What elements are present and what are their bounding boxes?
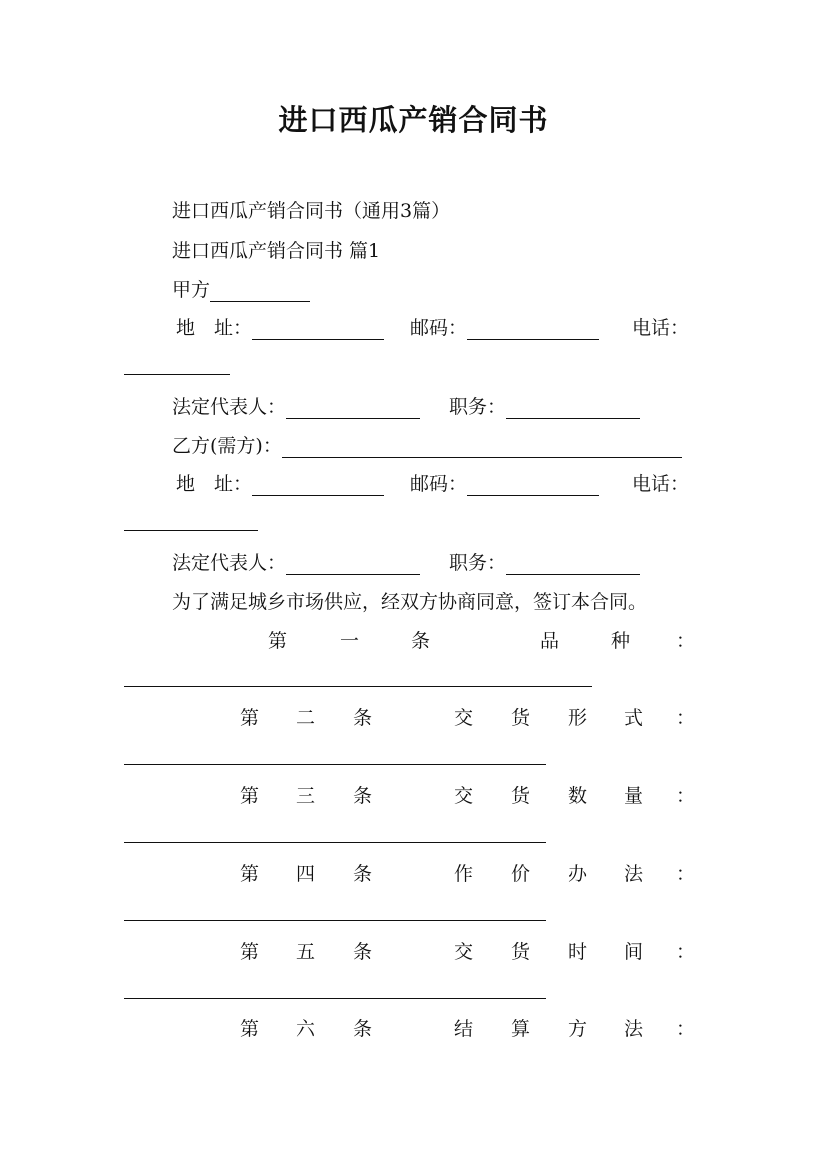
article-5-name-char: 间	[624, 941, 644, 963]
article-3-char: 第	[240, 785, 260, 807]
party-a-position-blank[interactable]	[506, 396, 640, 419]
article-4-colon: ：	[676, 863, 696, 885]
postcode-label: 邮码：	[410, 317, 468, 339]
article-2-name-char: 交	[454, 707, 474, 729]
party-b-phone-blank[interactable]	[124, 530, 258, 531]
article-3-name-char: 数	[568, 785, 588, 807]
party-a-phone-blank[interactable]	[124, 374, 230, 375]
party-b-address-blank[interactable]	[252, 473, 384, 496]
article-3-blank[interactable]	[124, 842, 546, 843]
article-2-name-char: 货	[511, 707, 531, 729]
party-b-position-line	[449, 548, 640, 578]
document-title: 进口西瓜产销合同书	[278, 103, 549, 137]
party-a-postcode-line	[410, 313, 599, 343]
party-b-position-blank[interactable]	[506, 552, 640, 575]
party-b-legal-rep-line	[172, 548, 420, 578]
part-heading: 进口西瓜产销合同书 篇1	[172, 240, 381, 262]
article-6-char: 第	[240, 1018, 260, 1040]
postcode-label: 邮码：	[410, 473, 468, 495]
address-label: 地 址：	[176, 473, 253, 495]
article-6	[0, 1014, 827, 1044]
article-6-char: 条	[353, 1018, 373, 1040]
article-3-char: 条	[353, 785, 373, 807]
legal-rep-label: 法定代表人：	[172, 552, 287, 574]
party-a-postcode-blank[interactable]	[467, 317, 599, 340]
party-a-blank[interactable]	[210, 279, 310, 302]
article-2-char: 二	[296, 707, 316, 729]
article-5-name-char: 货	[511, 941, 531, 963]
article-3-name-char: 交	[454, 785, 474, 807]
article-5-char: 第	[240, 941, 260, 963]
article-3	[0, 781, 827, 811]
article-6-char: 六	[296, 1018, 316, 1040]
article-6-name-char: 结	[454, 1018, 474, 1040]
article-4-name-char: 办	[568, 863, 588, 885]
party-a-line	[172, 275, 310, 305]
party-a-legal-rep-blank[interactable]	[286, 396, 420, 419]
article-2-char: 条	[353, 707, 373, 729]
article-5-name-char: 时	[568, 941, 588, 963]
article-1-blank[interactable]	[124, 686, 592, 687]
article-5-char: 条	[353, 941, 373, 963]
party-a-legal-rep-line	[172, 392, 420, 422]
party-b-blank[interactable]	[282, 435, 682, 458]
article-5-name-char: 交	[454, 941, 474, 963]
party-b-address-line	[176, 469, 384, 499]
party-b-label: 乙方(需方)：	[172, 435, 282, 457]
article-6-name-char: 算	[511, 1018, 531, 1040]
article-5-char: 五	[296, 941, 316, 963]
article-4	[0, 859, 827, 889]
legal-rep-label: 法定代表人：	[172, 396, 287, 418]
article-5	[0, 937, 827, 967]
party-a-address-blank[interactable]	[252, 317, 384, 340]
article-1-name-char: 品	[540, 630, 560, 652]
article-4-name-char: 法	[624, 863, 644, 885]
article-5-blank[interactable]	[124, 998, 546, 999]
party-b-phone-label: 电话：	[632, 473, 690, 495]
article-1-name-char: 种	[611, 630, 631, 652]
article-6-name-char: 方	[568, 1018, 588, 1040]
article-5-colon: ：	[676, 941, 696, 963]
article-3-name-char: 量	[624, 785, 644, 807]
article-4-name-char: 作	[454, 863, 474, 885]
article-1	[0, 626, 827, 656]
party-a-label: 甲方	[172, 279, 211, 301]
article-2-colon: ：	[676, 707, 696, 729]
article-1-char: 第	[268, 630, 288, 652]
article-4-char: 条	[353, 863, 373, 885]
article-2-name-char: 式	[624, 707, 644, 729]
party-b-postcode-line	[410, 469, 599, 499]
article-6-name-char: 法	[624, 1018, 644, 1040]
article-4-name-char: 价	[511, 863, 531, 885]
article-2-name-char: 形	[568, 707, 588, 729]
party-a-phone-label: 电话：	[632, 317, 690, 339]
party-a-address-line	[176, 313, 384, 343]
position-label: 职务：	[449, 552, 507, 574]
preamble: 为了满足城乡市场供应，经双方协商同意，签订本合同。	[172, 591, 648, 613]
article-3-colon: ：	[676, 785, 696, 807]
position-label: 职务：	[449, 396, 507, 418]
article-4-char: 四	[296, 863, 316, 885]
article-2-char: 第	[240, 707, 260, 729]
article-4-char: 第	[240, 863, 260, 885]
party-b-line	[172, 431, 682, 461]
party-b-postcode-blank[interactable]	[467, 473, 599, 496]
address-label: 地 址：	[176, 317, 253, 339]
article-6-colon: ：	[676, 1018, 696, 1040]
article-1-colon: ：	[676, 630, 696, 652]
article-2	[0, 703, 827, 733]
article-3-char: 三	[296, 785, 316, 807]
article-3-name-char: 货	[511, 785, 531, 807]
article-4-blank[interactable]	[124, 920, 546, 921]
article-1-char: 条	[411, 630, 431, 652]
party-b-legal-rep-blank[interactable]	[286, 552, 420, 575]
article-1-char: 一	[340, 630, 360, 652]
party-a-position-line	[449, 392, 640, 422]
document-subtitle: 进口西瓜产销合同书（通用3篇）	[172, 200, 451, 222]
article-2-blank[interactable]	[124, 764, 546, 765]
